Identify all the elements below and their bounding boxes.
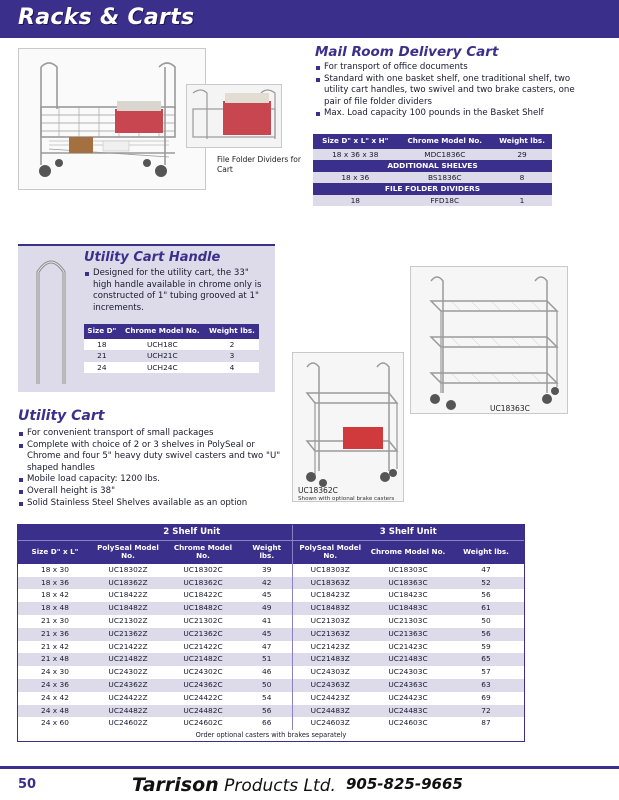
table-cell: UC21363Z: [292, 628, 368, 641]
table-cell: 87: [448, 717, 524, 730]
table-cell: UC21422C: [164, 641, 242, 654]
table-section-row: ADDITIONAL SHELVES: [313, 160, 552, 172]
table-cell: UC24603Z: [292, 717, 368, 730]
table-cell: UC24483Z: [292, 705, 368, 718]
table-row: [18, 717, 524, 730]
table-cell: 39: [242, 564, 292, 577]
table-row: [18, 679, 524, 692]
table-cell: 18 x 36: [18, 577, 92, 590]
table-cell: 21 x 48: [18, 653, 92, 666]
table-cell: UC24602Z: [92, 717, 164, 730]
list-item: Solid Stainless Steel Shelves available as an option: [18, 498, 286, 510]
list-item: Designed for the utility cart, the 33" high handle available in chrome only is constructed of 1" tubing grooved at 1" increments.: [84, 268, 270, 314]
table-cell: 45: [242, 589, 292, 602]
table-cell: UC24603C: [368, 717, 448, 730]
table-cell: 59: [448, 641, 524, 654]
table-cell: UC21482C: [164, 653, 242, 666]
column-header: Weight lbs.: [448, 540, 524, 564]
table-cell: 66: [242, 717, 292, 730]
table-row: 18 UCH18C 2: [84, 339, 259, 351]
page-number: 50: [18, 777, 37, 792]
table-cell: 61: [448, 602, 524, 615]
column-header: Size D" x L" x H": [313, 134, 398, 149]
column-header: Weight lbs.: [242, 540, 292, 564]
table-cell: 47: [448, 564, 524, 577]
table-cell: 24 x 60: [18, 717, 92, 730]
table-cell: UC24602C: [164, 717, 242, 730]
table-cell: UC18423C: [368, 589, 448, 602]
three-shelf-cart-photo: [410, 266, 568, 414]
table-row: 18 FFD18C 1: [313, 195, 552, 207]
mail-cart-photo: [18, 48, 206, 190]
table-cell: UC21363C: [368, 628, 448, 641]
table-cell: 56: [448, 589, 524, 602]
table-row: [18, 589, 524, 602]
table-cell: UC21423Z: [292, 641, 368, 654]
table-row: 24 UCH24C 4: [84, 362, 259, 374]
table-cell: UC18303Z: [292, 564, 368, 577]
table-cell: 69: [448, 692, 524, 705]
table-cell: 51: [242, 653, 292, 666]
list-item: For convenient transport of small packages: [18, 428, 286, 440]
table-row: [18, 564, 524, 577]
table-cell: UC24423Z: [292, 692, 368, 705]
handle-photo: [24, 250, 78, 386]
table-cell: UC24482Z: [92, 705, 164, 718]
table-cell: UC18362C: [164, 577, 242, 590]
table-cell: 18 x 30: [18, 564, 92, 577]
table-cell: 46: [242, 666, 292, 679]
column-header: PolySeal Model No.: [92, 540, 164, 564]
table-section-row: FILE FOLDER DIVIDERS: [313, 183, 552, 195]
table-cell: UC21303Z: [292, 615, 368, 628]
table-cell: UC21302Z: [92, 615, 164, 628]
table-cell: UC21303C: [368, 615, 448, 628]
table-row: 21 UCH21C 3: [84, 350, 259, 362]
table-row: 18 x 36 x 38 MDC1836C 29: [313, 149, 552, 161]
table-row: [18, 602, 524, 615]
column-header: Chrome Model No.: [164, 540, 242, 564]
table-cell: 57: [448, 666, 524, 679]
table-cell: UC18422Z: [92, 589, 164, 602]
table-cell: 52: [448, 577, 524, 590]
table-cell: UC21422Z: [92, 641, 164, 654]
table-cell: 54: [242, 692, 292, 705]
table-cell: 24 x 30: [18, 666, 92, 679]
page-title: Racks & Carts: [18, 5, 195, 30]
three-shelf-cart-caption: UC18363C: [490, 404, 530, 413]
table-cell: UC24423C: [368, 692, 448, 705]
table-row: [18, 577, 524, 590]
utility-cart-table: [17, 524, 525, 742]
brand-name: [132, 774, 336, 796]
table-cell: UC24303C: [368, 666, 448, 679]
table-cell: 24 x 36: [18, 679, 92, 692]
table-note-row: Order optional casters with brakes separately: [18, 730, 524, 741]
table-cell: UC24302Z: [92, 666, 164, 679]
utility-cart-bullets: [18, 428, 286, 509]
table-cell: 63: [448, 679, 524, 692]
table-row: [18, 692, 524, 705]
table-cell: UC21362Z: [92, 628, 164, 641]
column-header: Weight lbs.: [205, 324, 259, 339]
table-cell: UC21483C: [368, 653, 448, 666]
table-cell: 49: [242, 602, 292, 615]
table-cell: 50: [242, 679, 292, 692]
table-cell: UC24482C: [164, 705, 242, 718]
table-cell: UC24422Z: [92, 692, 164, 705]
table-cell: UC24422C: [164, 692, 242, 705]
table-cell: 56: [242, 705, 292, 718]
mail-cart-title: Mail Room Delivery Cart: [315, 44, 499, 60]
table-cell: UC18482C: [164, 602, 242, 615]
list-item: Mobile load capacity: 1200 lbs.: [18, 474, 286, 486]
two-shelf-cart-caption: UC18362C: [298, 486, 338, 495]
table-cell: 47: [242, 641, 292, 654]
column-header: Chrome Model No.: [398, 134, 492, 149]
table-row: [18, 641, 524, 654]
table-row: [18, 628, 524, 641]
table-cell: UC18302Z: [92, 564, 164, 577]
table-cell: 24 x 48: [18, 705, 92, 718]
table-cell: UC18302C: [164, 564, 242, 577]
table-cell: 42: [242, 577, 292, 590]
table-cell: 18 x 48: [18, 602, 92, 615]
table-cell: UC24483C: [368, 705, 448, 718]
brand-suffix: Products Ltd.: [224, 776, 336, 796]
mail-cart-bullets: [315, 62, 587, 120]
handle-description: [84, 268, 270, 314]
column-header: Size D" x L": [18, 540, 92, 564]
table-cell: UC18482Z: [92, 602, 164, 615]
list-item: Overall height is 38": [18, 486, 286, 498]
two-shelf-cart-note: Shown with optional brake casters: [298, 496, 395, 502]
two-shelf-cart-photo: [292, 352, 404, 502]
brand-wordmark: Tarrison: [132, 774, 219, 796]
table-cell: UC24362Z: [92, 679, 164, 692]
table-cell: 21 x 36: [18, 628, 92, 641]
table-cell: UC21302C: [164, 615, 242, 628]
table-cell: UC18483C: [368, 602, 448, 615]
column-header: Chrome Model No.: [368, 540, 448, 564]
table-cell: UC18483Z: [292, 602, 368, 615]
handle-title: Utility Cart Handle: [84, 250, 221, 265]
group-header-3-shelf: 3 Shelf Unit: [292, 525, 524, 540]
list-item: Standard with one basket shelf, one traditional shelf, two utility cart handles, two swivel and two brake casters, one pair of file folder dividers: [315, 74, 587, 109]
file-folder-divider-photo: [186, 84, 282, 148]
table-cell: UC18362Z: [92, 577, 164, 590]
table-cell: UC21482Z: [92, 653, 164, 666]
table-cell: 21 x 42: [18, 641, 92, 654]
table-cell: 65: [448, 653, 524, 666]
table-cell: 45: [242, 628, 292, 641]
table-cell: 56: [448, 628, 524, 641]
handle-table: [84, 324, 259, 373]
table-cell: UC18422C: [164, 589, 242, 602]
table-cell: UC18363C: [368, 577, 448, 590]
table-cell: UC24302C: [164, 666, 242, 679]
group-header-2-shelf: 2 Shelf Unit: [92, 525, 292, 540]
table-cell: UC21362C: [164, 628, 242, 641]
table-cell: UC24363C: [368, 679, 448, 692]
mail-cart-table: [313, 134, 552, 206]
table-cell: UC18303C: [368, 564, 448, 577]
list-item: Max. Load capacity 100 pounds in the Basket Shelf: [315, 108, 587, 120]
table-cell: 21 x 30: [18, 615, 92, 628]
table-cell: UC18363Z: [292, 577, 368, 590]
phone-number: 905-825-9665: [346, 775, 463, 793]
utility-cart-title: Utility Cart: [18, 408, 105, 424]
table-row: [18, 653, 524, 666]
table-row: [18, 615, 524, 628]
column-header: Chrome Model No.: [120, 324, 205, 339]
table-cell: UC21423C: [368, 641, 448, 654]
table-row: [18, 705, 524, 718]
table-cell: 24 x 42: [18, 692, 92, 705]
table-cell: 18 x 42: [18, 589, 92, 602]
column-header: Weight lbs.: [492, 134, 552, 149]
table-cell: UC24363Z: [292, 679, 368, 692]
list-item: For transport of office documents: [315, 62, 587, 74]
column-header: Size D": [84, 324, 120, 339]
table-row: [18, 666, 524, 679]
list-item: Complete with choice of 2 or 3 shelves in PolySeal or Chrome and four 5" heavy duty swivel casters and two "U" shaped handles: [18, 440, 286, 475]
table-cell: UC18423Z: [292, 589, 368, 602]
table-cell: 41: [242, 615, 292, 628]
file-folder-divider-caption: File Folder Dividers for Cart: [217, 155, 301, 174]
column-header: PolySeal Model No.: [292, 540, 368, 564]
table-cell: UC24303Z: [292, 666, 368, 679]
table-cell: UC24362C: [164, 679, 242, 692]
footer-rule: [0, 766, 619, 769]
table-cell: 50: [448, 615, 524, 628]
table-cell: 72: [448, 705, 524, 718]
table-cell: UC21483Z: [292, 653, 368, 666]
table-row: 18 x 36 BS1836C 8: [313, 172, 552, 184]
